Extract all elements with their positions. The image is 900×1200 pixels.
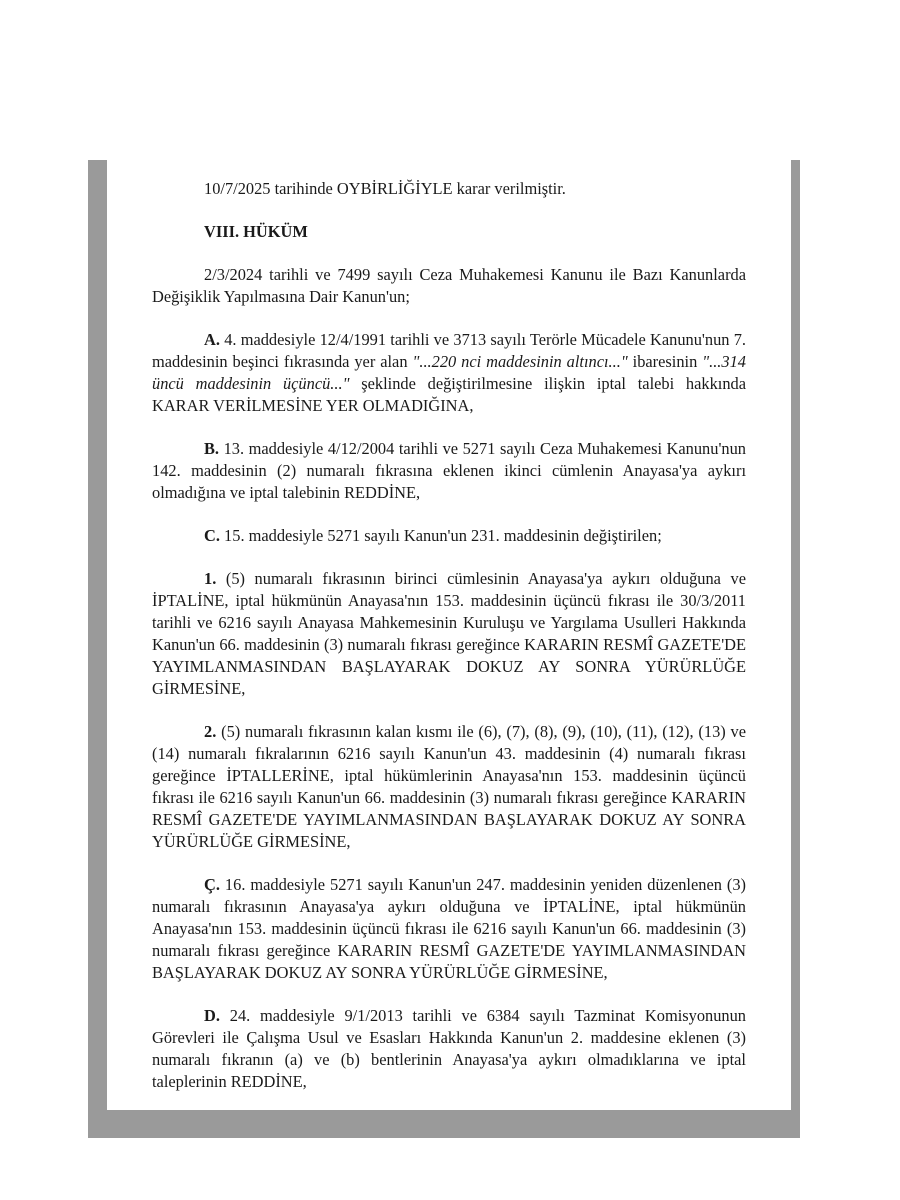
item-d-label: D. [204, 1006, 220, 1025]
item-a-text3: şeklinde değiştirilmesine ilişkin iptal talebi hakkında KARAR VERİLMESİNE YER OLMADIĞINA, [152, 374, 747, 415]
law-paragraph: 2/3/2024 tarihli ve 7499 sayılı Ceza Muhakemesi Kanunu ile Bazı Kanunlarda Değişiklik Yapılmasına Dair Kanun'un; [152, 265, 746, 306]
item-b-label: B. [204, 439, 220, 458]
item-c-2-text: (5) numaralı fıkrasının kalan kısmı ile (6), (7), (8), (9), (10), (11), (12), (13) ve (14) numaralı fıkralarının 6216 sayılı Kanun'un 43. maddesinin (4) numaralı fıkrası gereğince İPTALLERİNE, iptal hükümlerinin Anayasa'nın 153. maddesinin üçüncü fıkrası ile 6216 sayılı Kanun'un 66. maddesinin (3) numaralı fıkrası gereğince KARARIN RESMÎ GAZETE'DE YAYIMLANMASINDAN BAŞLAYARAK DOKUZ AY SONRA YÜRÜRLÜĞE GİRMESİNE, [152, 722, 746, 851]
item-a-quote2: "...314 üncü maddesinin üçüncü..." [152, 352, 746, 393]
item-d-text: 24. maddesiyle 9/1/2013 tarihli ve 6384 sayılı Tazminat Komisyonunun Görevleri ile Çalışma Usul ve Esasları Hakkında Kanun'un 2. maddesine eklenen (3) numaralı fıkranın (a) ve (b) bentlerinin Anayasa'ya aykırı olmadıklarına ve iptal taleplerinin REDDİNE, [152, 1006, 746, 1091]
section-heading: VIII. HÜKÜM [204, 222, 308, 241]
document-page [107, 160, 791, 1110]
item-b [152, 438, 746, 504]
item-c-1-text: (5) numaralı fıkrasının birinci cümlesinin Anayasa'ya aykırı olduğuna ve İPTALİNE, iptal hükmünün Anayasa'nın 153. maddesinin üçüncü fıkrası ile 30/3/2011 tarihli ve 6216 sayılı Anayasa Mahkemesinin Kuruluşu ve Yargılama Usulleri Hakkında Kanun'un 66. maddesinin (3) numaralı fıkrası gereğince KARARIN RESMÎ GAZETE'DE YAYIMLANMASINDAN BAŞLAYARAK DOKUZ AY SONRA YÜRÜRLÜĞE GİRMESİNE, [152, 569, 746, 698]
item-c-text: 15. maddesiyle 5271 sayılı Kanun'un 231. maddesinin değiştirilen; [224, 526, 662, 545]
item-a-text2: ibaresinin [627, 352, 703, 371]
item-c-1-label: 1. [204, 569, 217, 588]
item-c-1 [152, 568, 746, 700]
item-cc-label: Ç. [204, 875, 220, 894]
item-a [152, 329, 746, 417]
item-c [152, 525, 746, 547]
item-c-2-label: 2. [204, 722, 217, 741]
item-c-label: C. [204, 526, 220, 545]
item-cc-text: 16. maddesiyle 5271 sayılı Kanun'un 247. maddesinin yeniden düzenlenen (3) numaralı fıkrasının Anayasa'ya aykırı olduğuna ve İPTALİNE, iptal hükmünün Anayasa'nın 153. maddesinin üçüncü fıkrası ile 6216 sayılı Kanun'un 66. maddesinin (3) numaralı fıkrası gereğince KARARIN RESMÎ GAZETE'DE YAYIMLANMASINDAN BAŞLAYARAK DOKUZ AY SONRA YÜRÜRLÜĞE GİRMESİNE, [152, 875, 746, 982]
item-d [152, 1005, 746, 1093]
item-c-2 [152, 721, 746, 853]
item-cc [152, 874, 746, 984]
item-a-label: A. [204, 330, 220, 349]
item-a-quote1: "...220 nci maddesinin altıncı..." [412, 352, 628, 371]
item-a-text1: 4. maddesiyle 12/4/1991 tarihli ve 3713 sayılı Terörle Mücadele Kanunu'nun 7. maddesinin beşinci fıkrasında yer alan [152, 330, 746, 371]
document-body [152, 178, 746, 1114]
item-b-text: 13. maddesiyle 4/12/2004 tarihli ve 5271 sayılı Ceza Muhakemesi Kanunu'nun 142. maddesinin (2) numaralı fıkrasına eklenen ikinci cümlenin Anayasa'ya aykırı olmadığına ve iptal talebinin REDDİNE, [152, 439, 746, 502]
intro-paragraph: 10/7/2025 tarihinde OYBİRLİĞİYLE karar verilmiştir. [204, 179, 566, 198]
